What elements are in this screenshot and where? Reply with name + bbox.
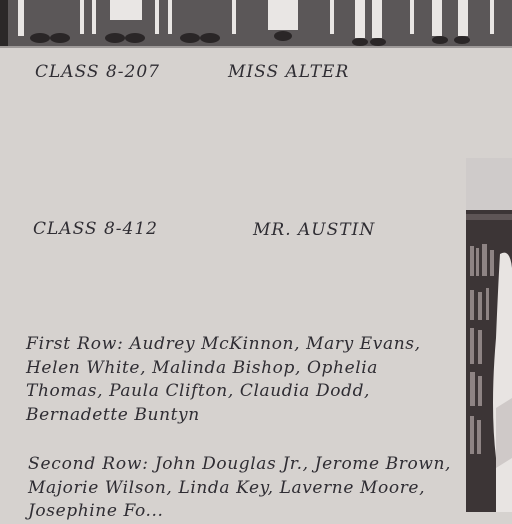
class-label: CLASS 8-412	[33, 219, 158, 239]
bookshelf-illustration	[466, 158, 512, 512]
roster-second-row	[28, 453, 458, 524]
row-label: First Row:	[26, 334, 124, 354]
class-photo-right	[466, 158, 512, 512]
class-photo-top	[0, 0, 512, 48]
class-label: CLASS 8-207	[35, 62, 160, 82]
row-label: Second Row:	[28, 454, 149, 474]
teacher-name-alter	[228, 62, 349, 82]
row-names: Audrey McKinnon, Mary Evans, Helen White, Malinda Bishop, Ophelia Thomas, Paula Clifton, Claudia Dodd, Bernadette Buntyn	[26, 334, 421, 425]
roster-first-row	[26, 333, 456, 427]
teacher-name: MISS ALTER	[228, 62, 350, 82]
class-caption-8-412	[33, 219, 158, 239]
teacher-name: MR. AUSTIN	[253, 220, 376, 240]
class-caption-8-207	[35, 62, 160, 82]
students-legs-illustration	[0, 0, 512, 48]
teacher-name-austin	[253, 220, 375, 240]
row-names: John Douglas Jr., Jerome Brown, Majorie Wilson, Linda Key, Laverne Moore, Josephine Fo...	[28, 454, 452, 521]
